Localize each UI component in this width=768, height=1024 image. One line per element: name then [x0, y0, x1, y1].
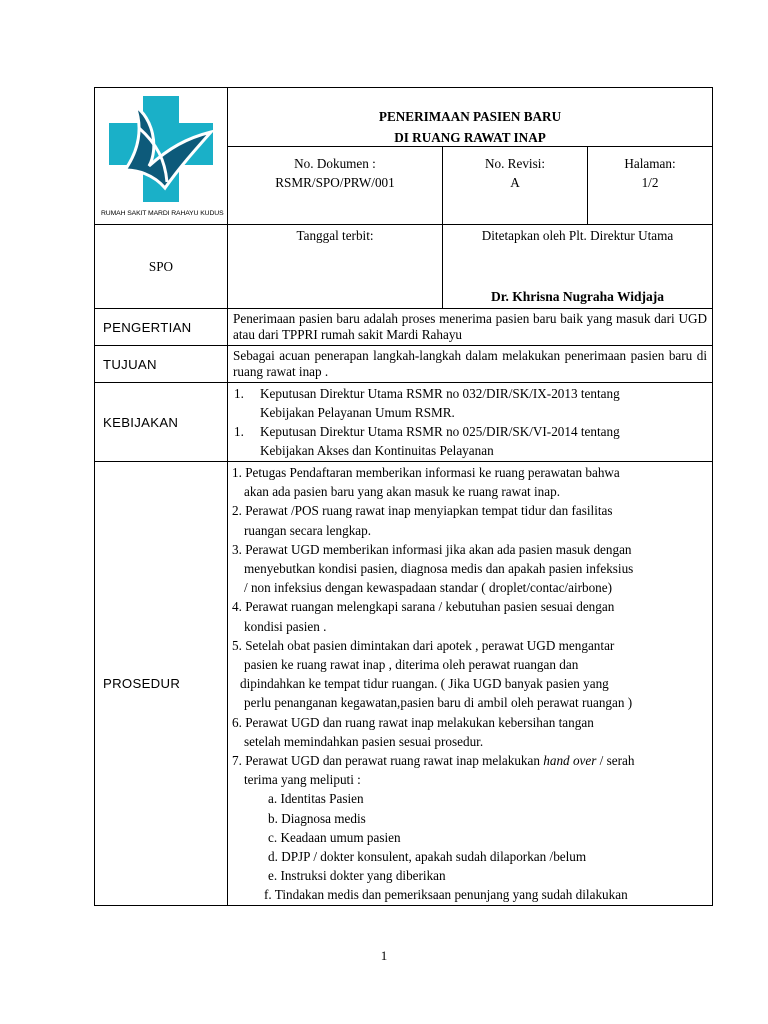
tujuan-text: Sebagai acuan penerapan langkah-langkah dalam melakukan penerimaan pasien baru di ruang rawat inap . [228, 346, 713, 383]
no-revisi-label: No. Revisi: [484, 156, 546, 171]
halaman-value: 1/2 [641, 175, 659, 190]
title-line-1: PENERIMAAN PASIEN BARU [378, 109, 562, 124]
title-line-2: DI RUANG RAWAT INAP [394, 130, 546, 145]
sub-item: a. Identitas Pasien [268, 791, 364, 807]
kebijakan-item-line: Kebijakan Pelayanan Umum RSMR. [260, 405, 455, 420]
prosedur-line: 5. Setelah obat pasien dimintakan dari apotek , perawat UGD mengantar [232, 637, 615, 653]
kebijakan-item-number: 1. [234, 386, 244, 401]
kebijakan-item-line: Keputusan Direktur Utama RSMR no 025/DIR/SK/VI-2014 tentang [260, 424, 620, 439]
spo-document [94, 87, 712, 906]
prosedur-text: / serah [596, 753, 635, 769]
prosedur-line: terima yang meliputi : [244, 772, 361, 788]
prosedur-line: 6. Perawat UGD dan ruang rawat inap melakukan kebersihan tangan [232, 714, 594, 730]
tanggal-terbit: Tanggal terbit: [228, 225, 443, 309]
no-revisi-cell [443, 147, 588, 225]
prosedur-line: pasien ke ruang rawat inap , diterima oleh perawat ruangan dan [244, 657, 579, 673]
ditetapkan-cell [443, 225, 713, 309]
prosedur-step [232, 463, 708, 501]
prosedur-step [232, 636, 708, 713]
prosedur-step [232, 540, 708, 598]
no-dokumen-label: No. Dokumen : [294, 156, 376, 171]
prosedur-line: menyebutkan kondisi pasien, diagnosa medis dan apakah pasien infeksius [244, 561, 634, 577]
sub-item: b. Diagnosa medis [268, 810, 366, 826]
kebijakan-item-line: Kebijakan Akses dan Kontinuitas Pelayanan [260, 443, 494, 458]
prosedur-step [232, 713, 708, 751]
spo-label: SPO [95, 225, 228, 309]
prosedur-line: setelah memindahkan pasien sesuai prosedur. [244, 733, 484, 749]
kebijakan-label: KEBIJAKAN [95, 383, 228, 462]
prosedur-line: 4. Perawat ruangan melengkapi sarana / kebutuhan pasien sesuai dengan [232, 599, 615, 615]
kebijakan-item [234, 422, 708, 460]
hand-over-term: hand over [543, 753, 597, 769]
prosedur-line: perlu penanganan kegawatan,pasien baru di ambil oleh perawat ruangan ) [244, 695, 633, 711]
tujuan-label: TUJUAN [95, 346, 228, 383]
prosedur-text: 7. Perawat UGD dan perawat ruang rawat inap melakukan [232, 753, 544, 769]
ditetapkan-text: Ditetapkan oleh Plt. Direktur Utama [481, 228, 674, 243]
prosedur-step [232, 501, 708, 539]
sub-item: d. DPJP / dokter konsulent, apakah sudah dilaporkan /belum [268, 849, 587, 865]
logo-cell [95, 88, 228, 225]
sub-item: e. Instruksi dokter yang diberikan [268, 868, 446, 884]
pengertian-label: PENGERTIAN [95, 309, 228, 346]
prosedur-line [232, 751, 708, 770]
prosedur-list [228, 462, 713, 906]
no-dokumen-value: RSMR/SPO/PRW/001 [275, 175, 395, 190]
prosedur-line: dipindahkan ke tempat tidur ruangan. ( Jika UGD banyak pasien yang [240, 676, 609, 692]
pengertian-text: Penerimaan pasien baru adalah proses menerima pasien baru baik yang masuk dari UGD atau dari TPPRI rumah sakit Mardi Rahayu [228, 309, 713, 346]
halaman-cell [588, 147, 713, 225]
prosedur-line: akan ada pasien baru yang akan masuk ke ruang rawat inap. [244, 484, 561, 500]
prosedur-line: 2. Perawat /POS ruang rawat inap menyiapkan tempat tidur dan fasilitas [232, 503, 613, 519]
sub-item: f. Tindakan medis dan pemeriksaan penunjang yang sudah dilakukan [264, 887, 628, 903]
prosedur-step [232, 751, 708, 789]
page-number: 1 [380, 948, 388, 963]
kebijakan-item-line: Keputusan Direktur Utama RSMR no 032/DIR/SK/IX-2013 tentang [260, 386, 620, 401]
kebijakan-item [234, 384, 708, 422]
hospital-logo-icon [95, 88, 228, 240]
kebijakan-item-number: 1. [234, 424, 244, 439]
kebijakan-list [228, 383, 713, 462]
document-title [228, 88, 713, 147]
hospital-name: RUMAH SAKIT MARDI RAHAYU KUDUS [101, 210, 224, 217]
prosedur-line: ruangan secara lengkap. [244, 522, 372, 538]
prosedur-line: 3. Perawat UGD memberikan informasi jika akan ada pasien masuk dengan [232, 541, 632, 557]
sub-item: c. Keadaan umum pasien [268, 829, 401, 845]
no-dokumen-cell [228, 147, 443, 225]
halaman-label: Halaman: [624, 156, 676, 171]
prosedur-line: 1. Petugas Pendaftaran memberikan informasi ke ruang perawatan bahwa [232, 465, 620, 480]
spo-table [94, 87, 713, 906]
prosedur-line: kondisi pasien . [244, 618, 327, 634]
prosedur-label: PROSEDUR [95, 462, 228, 906]
prosedur-line: / non infeksius dengan kewaspadaan standar ( droplet/contac/airbone) [244, 580, 613, 596]
prosedur-step [232, 597, 708, 635]
no-revisi-value: A [510, 175, 520, 190]
signatory-name: Dr. Khrisna Nugraha Widjaja [490, 289, 665, 304]
